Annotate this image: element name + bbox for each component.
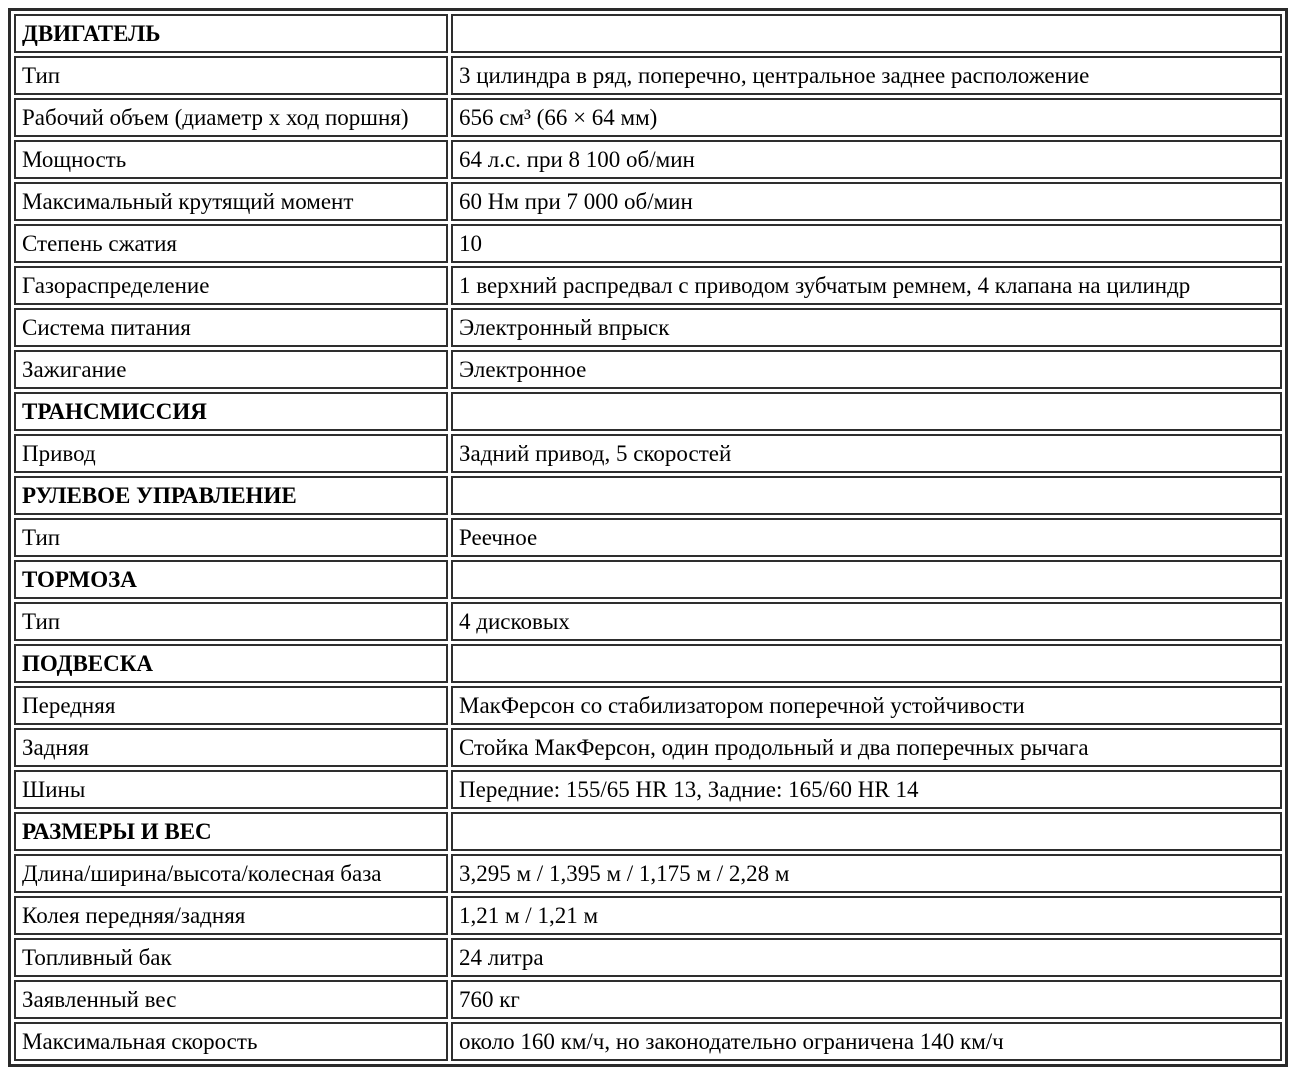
spec-table-body xyxy=(14,14,1282,1061)
spec-label: ТРАНСМИССИЯ xyxy=(14,392,448,431)
spec-value xyxy=(451,14,1282,53)
table-row xyxy=(14,938,1282,977)
table-row xyxy=(14,602,1282,641)
spec-label: Тип xyxy=(14,518,448,557)
spec-label: Топливный бак xyxy=(14,938,448,977)
spec-value: 760 кг xyxy=(451,980,1282,1019)
spec-value: 24 литра xyxy=(451,938,1282,977)
spec-label: Длина/ширина/высота/колесная база xyxy=(14,854,448,893)
table-row xyxy=(14,392,1282,431)
spec-value xyxy=(451,812,1282,851)
spec-label: Колея передняя/задняя xyxy=(14,896,448,935)
spec-label: Степень сжатия xyxy=(14,224,448,263)
spec-label: Система питания xyxy=(14,308,448,347)
spec-value: 4 дисковых xyxy=(451,602,1282,641)
table-row xyxy=(14,686,1282,725)
spec-label: Передняя xyxy=(14,686,448,725)
table-row xyxy=(14,854,1282,893)
spec-value: 60 Нм при 7 000 об/мин xyxy=(451,182,1282,221)
car-spec-table xyxy=(8,8,1288,1067)
spec-label: Заявленный вес xyxy=(14,980,448,1019)
spec-label: Шины xyxy=(14,770,448,809)
table-row xyxy=(14,896,1282,935)
spec-value: 1 верхний распредвал с приводом зубчатым ремнем, 4 клапана на цилиндр xyxy=(451,266,1282,305)
table-row xyxy=(14,770,1282,809)
table-row xyxy=(14,266,1282,305)
table-row xyxy=(14,98,1282,137)
table-row xyxy=(14,980,1282,1019)
page xyxy=(0,8,1296,1084)
spec-value: 1,21 м / 1,21 м xyxy=(451,896,1282,935)
table-row xyxy=(14,350,1282,389)
spec-value: 64 л.с. при 8 100 об/мин xyxy=(451,140,1282,179)
spec-value: Реечное xyxy=(451,518,1282,557)
spec-value xyxy=(451,560,1282,599)
spec-label: Тип xyxy=(14,602,448,641)
spec-value xyxy=(451,644,1282,683)
spec-label: Максимальная скорость xyxy=(14,1022,448,1061)
table-row xyxy=(14,224,1282,263)
spec-label: Задняя xyxy=(14,728,448,767)
spec-label: Мощность xyxy=(14,140,448,179)
spec-value: Передние: 155/65 HR 13, Задние: 165/60 HR 14 xyxy=(451,770,1282,809)
spec-label: ТОРМОЗА xyxy=(14,560,448,599)
spec-value: 3,295 м / 1,395 м / 1,175 м / 2,28 м xyxy=(451,854,1282,893)
table-row xyxy=(14,476,1282,515)
spec-value: Задний привод, 5 скоростей xyxy=(451,434,1282,473)
spec-value: МакФерсон со стабилизатором поперечной устойчивости xyxy=(451,686,1282,725)
spec-label: РАЗМЕРЫ И ВЕС xyxy=(14,812,448,851)
spec-value xyxy=(451,392,1282,431)
table-row xyxy=(14,14,1282,53)
spec-label: Зажигание xyxy=(14,350,448,389)
spec-label: Тип xyxy=(14,56,448,95)
table-row xyxy=(14,140,1282,179)
spec-value xyxy=(451,476,1282,515)
table-row xyxy=(14,308,1282,347)
table-row xyxy=(14,728,1282,767)
spec-value: Электронный впрыск xyxy=(451,308,1282,347)
spec-label: РУЛЕВОЕ УПРАВЛЕНИЕ xyxy=(14,476,448,515)
table-row xyxy=(14,560,1282,599)
spec-value: 656 см³ (66 × 64 мм) xyxy=(451,98,1282,137)
spec-value: Электронное xyxy=(451,350,1282,389)
table-row xyxy=(14,56,1282,95)
table-row xyxy=(14,1022,1282,1061)
table-row xyxy=(14,182,1282,221)
spec-label: Привод xyxy=(14,434,448,473)
spec-label: Рабочий объем (диаметр x ход поршня) xyxy=(14,98,448,137)
spec-label: ПОДВЕСКА xyxy=(14,644,448,683)
table-row xyxy=(14,518,1282,557)
spec-label: Газораспределение xyxy=(14,266,448,305)
spec-value: около 160 км/ч, но законодательно ограничена 140 км/ч xyxy=(451,1022,1282,1061)
spec-value: 3 цилиндра в ряд, поперечно, центральное заднее расположение xyxy=(451,56,1282,95)
spec-label: ДВИГАТЕЛЬ xyxy=(14,14,448,53)
spec-value: 10 xyxy=(451,224,1282,263)
table-row xyxy=(14,644,1282,683)
spec-value: Стойка МакФерсон, один продольный и два поперечных рычага xyxy=(451,728,1282,767)
spec-label: Максимальный крутящий момент xyxy=(14,182,448,221)
table-row xyxy=(14,434,1282,473)
table-row xyxy=(14,812,1282,851)
